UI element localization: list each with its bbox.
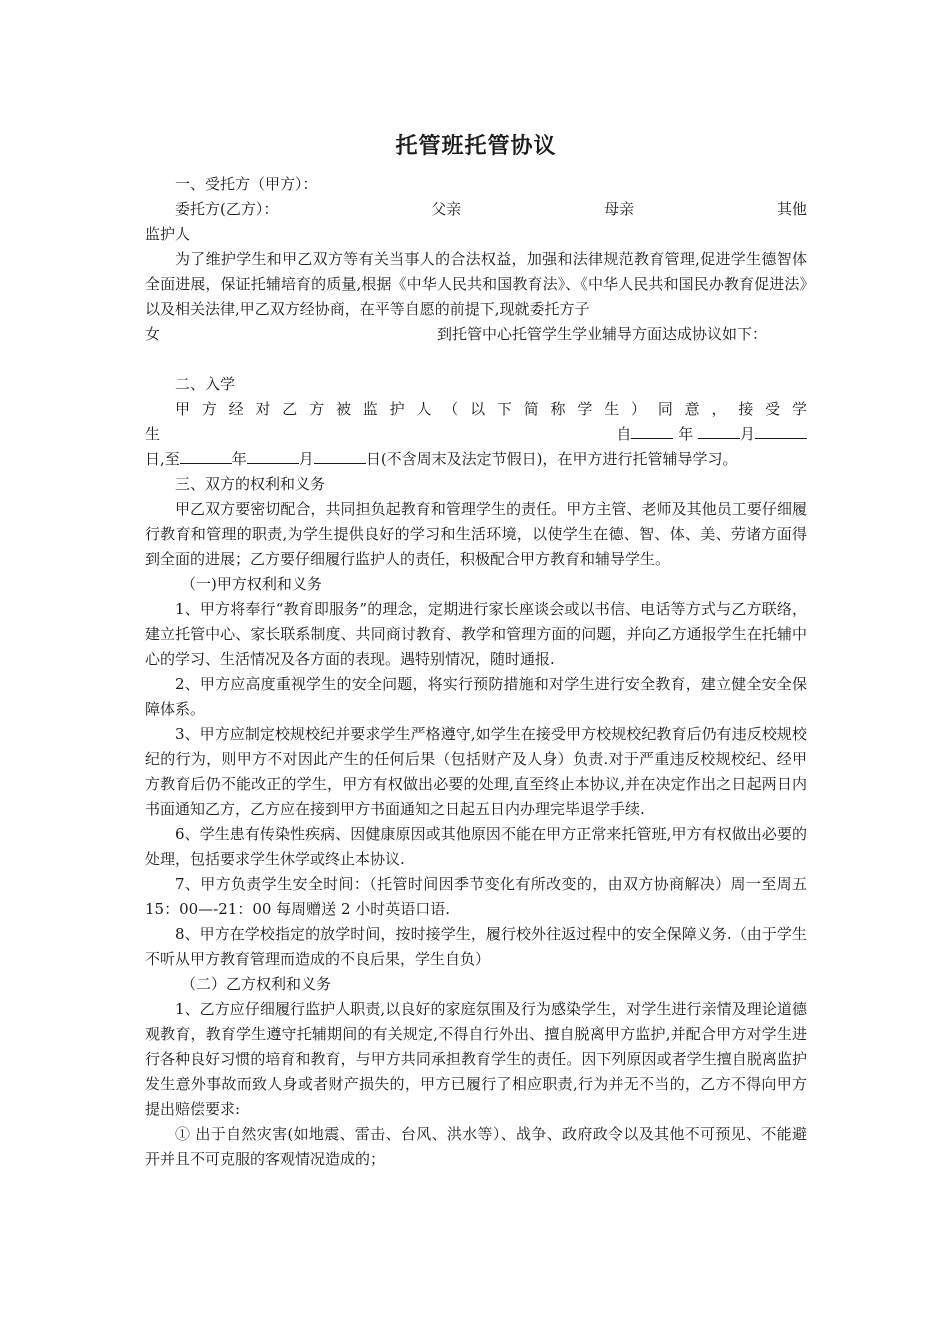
party-a-item: 8、甲方在学校指定的放学时间，按时接学生，履行校外往返过程中的安全保障义务.（由于学生不听从甲方教育管理而造成的不良后果，学生自负） [145,925,807,968]
party-b-item: ① 出于自然灾害(如地震、雷击、台风、洪水等）、战争、政府政令以及其他不可预见、不能避开并且不可克服的客观情况造成的； [145,1125,807,1168]
section-rights-heading: 三、双方的权利和义务 [175,475,326,493]
party-b-rights-heading: （二）乙方权利和义务 [181,975,332,993]
party-a-item: 1、甲方将奉行“教育即服务”的理念，定期进行家长座谈会或以书信、电话等方式与乙方联络，建立托管中心、家长联系制度、共同商讨教育、教学和管理方面的问题，并向乙方通报学生在托辅中心的学习、生活情况及各方面的表现。遇特别情况，随时通报. [145,600,807,668]
father-label: 父亲 [431,200,462,218]
enrollment-start-date: 自 年 月 [616,422,807,447]
end-year-blank [180,447,232,464]
intro-child-line [145,322,807,347]
start-year-blank [631,422,673,439]
agreement-document [145,120,807,1172]
party-a-item: 6、学生患有传染性疾病、因健康原因或其他原因不能在甲方正常来托管班,甲方有权做出必要的处理，包括要求学生休学或终止本协议. [145,825,807,868]
mother-label: 母亲 [604,200,635,218]
intro-paragraph: 为了维护学生和甲乙双方等有关当事人的合法权益，加强和法律规范教育管理,促进学生德智体全面进展，保证托辅培育的质量,根据《中华人民共和国教育法》、《中华人民共和国民办教育促进法》以及相关法律,甲乙双方经协商，在平等自愿的前提下,现就委托方子 [145,250,807,318]
section-enrollment-heading: 二、入学 [175,375,236,393]
enrollment-line-3: 日,至 年 月 日(不含周末及法定节假日)，在甲方进行托管辅导学习。 [145,447,807,472]
party-a-item: 3、甲方应制定校规校纪并要求学生严格遵守,如学生在接受甲方校规校纪教育后仍有违反校规校纪的行为，则甲方不对因此产生的任何后果（包括财产及人身）负责.对于严重违反校规校纪、经甲方教育后仍不能改正的学生，甲方有权做出必要的处理,直至终止本协议,并在决定作出之日起两日内书面通知乙方，乙方应在接到甲方书面通知之日起五日内办理完毕退学手续. [145,725,807,818]
party-b-label: 委托方(乙方）： [175,200,279,218]
rights-intro-paragraph: 甲乙双方要密切配合，共同担负起教育和管理学生的责任。甲方主管、老师及其他员工要仔细履行教育和管理的职责,为学生提供良好的学习和生活环境，以使学生在德、智、体、美、劳诸方面得到全面的进展；乙方要仔细履行监护人的责任，积极配合甲方教育和辅导学生。 [145,500,807,568]
end-month-blank [247,447,299,464]
party-a-rights-heading: （一)甲方权利和义务 [181,575,322,593]
enrollment-line-1: 甲方经对乙方被监护人（以下简称学生）同意，接受学 [175,400,807,418]
intro-child-left: 女 [145,325,161,343]
party-b-line [145,197,807,222]
start-month-blank [698,422,740,439]
enrollment-student-label: 生 [145,425,161,443]
document-title: 托管班托管协议 [395,134,557,159]
party-b-item: 1、乙方应仔细履行监护人职责,以良好的家庭氛围及行为感染学生，对学生进行亲情及理论道德观教育，教育学生遵守托辅期间的有关规定,不得自行外出、擅自脱离甲方监护,并配合甲方对学生进行各种良好习惯的培育和教育，与甲方共同承担教育学生的责任。因下列原因或者学生擅自脱离监护发生意外事故而致人身或者财产损失的，甲方已履行了相应职责,行为并无不当的，乙方不得向甲方提出赔偿要求: [145,1000,807,1118]
intro-child-right: 到托管中心托管学生学业辅导方面达成协议如下： [436,325,767,343]
party-a-item: 7、甲方负责学生安全时间：（托管时间因季节变化有所改变的，由双方协商解决）周一至周五 15：00—-21：00 每周赠送 2 小时英语口语. [145,875,807,918]
guardian-label: 监护人 [145,225,191,243]
other-label: 其他 [776,200,807,218]
party-a-item: 2、甲方应高度重视学生的安全问题，将实行预防措施和对学生进行安全教育，建立健全安全保障体系。 [145,675,807,718]
enrollment-line-2 [145,422,807,447]
party-a-line: 一、受托方（甲方）： [175,175,318,193]
end-day-blank [314,447,366,464]
start-day-blank [755,422,807,439]
